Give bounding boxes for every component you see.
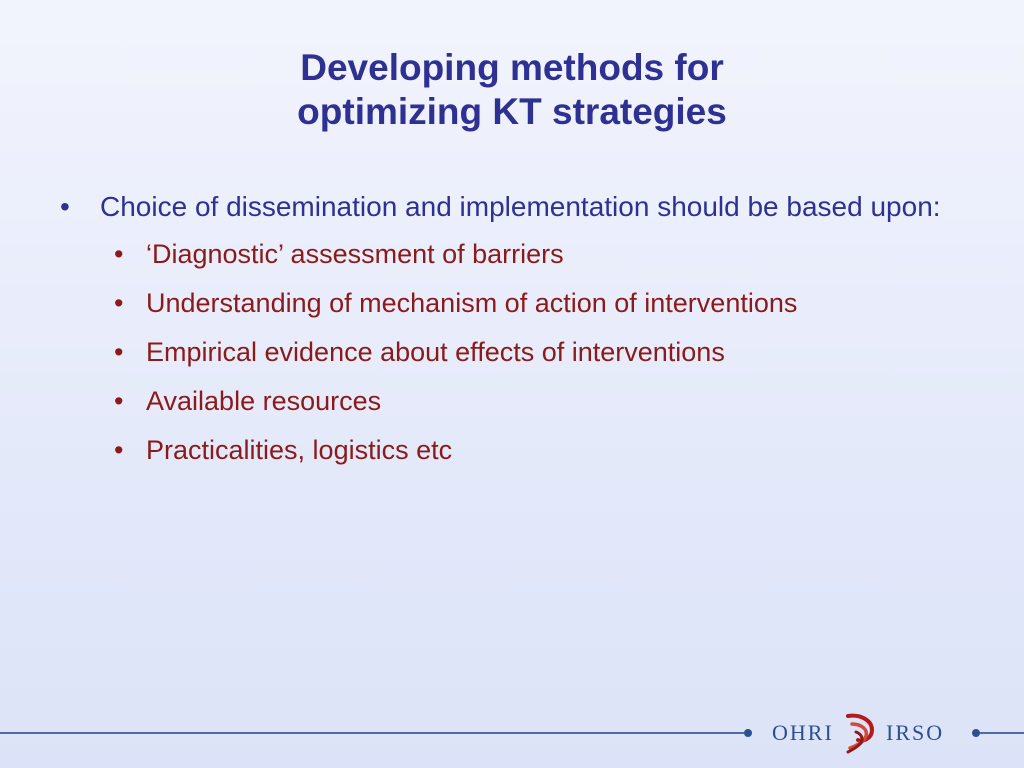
sub-bullet-text: ‘Diagnostic’ assessment of barriers: [146, 239, 564, 269]
main-bullet-text: Choice of dissemination and implementation should be based upon:: [100, 191, 941, 222]
ohri-irso-logo: [768, 710, 958, 754]
logo-text-irso: IRSO: [886, 720, 945, 745]
sub-bullet-marker: •: [114, 239, 124, 269]
footer-divider-left: [0, 732, 744, 734]
sub-bullet-item: [100, 432, 976, 468]
logo-text-ohri: OHRI: [772, 720, 834, 745]
title-line-2: optimizing KT strategies: [297, 91, 727, 132]
sub-bullet-text: Empirical evidence about effects of interventions: [146, 337, 725, 367]
ohri-swirl-icon: [842, 710, 882, 754]
footer-dot-left: [744, 729, 752, 737]
sub-bullet-item: [100, 236, 976, 272]
sub-bullet-item: [100, 383, 976, 419]
main-bullet: [56, 188, 976, 226]
sub-bullet-text: Understanding of mechanism of action of interventions: [146, 288, 798, 318]
sub-bullet-marker: •: [114, 386, 124, 416]
sub-bullet-marker: •: [114, 288, 124, 318]
sub-bullet-item: [100, 285, 976, 321]
slide-content: [56, 188, 976, 481]
sub-bullet-text: Available resources: [146, 386, 382, 416]
sub-bullet-list: [56, 236, 976, 468]
title-line-1: Developing methods for: [300, 47, 724, 88]
footer-divider-right: [980, 732, 1024, 734]
sub-bullet-marker: •: [114, 435, 124, 465]
slide-title: [0, 46, 1024, 134]
sub-bullet-item: [100, 334, 976, 370]
bullet-marker: •: [60, 191, 70, 222]
footer-dot-right: [972, 729, 980, 737]
sub-bullet-marker: •: [114, 337, 124, 367]
sub-bullet-text: Practicalities, logistics etc: [146, 435, 453, 465]
